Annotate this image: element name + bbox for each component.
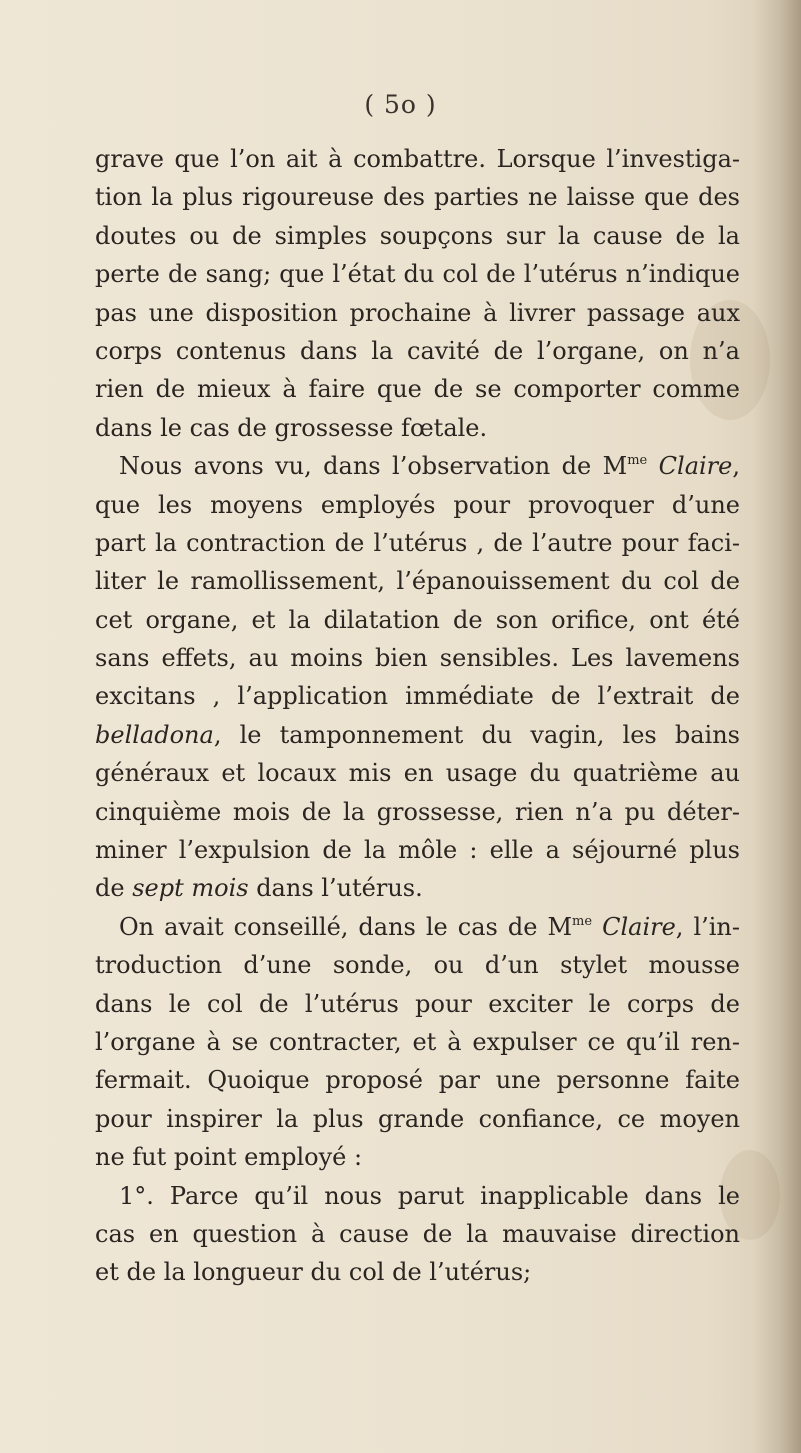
text-line bbox=[95, 178, 740, 216]
text-run: ne fut point employé : bbox=[95, 1143, 363, 1172]
text-line bbox=[95, 985, 740, 1023]
superscript: me bbox=[627, 453, 648, 469]
italic-text: Claire bbox=[602, 912, 676, 941]
body-text bbox=[95, 140, 740, 1292]
text-run: , bbox=[732, 452, 740, 481]
text-line bbox=[95, 716, 740, 754]
text-run: dans l’utérus. bbox=[248, 874, 423, 903]
text-line bbox=[95, 562, 740, 600]
text-run: cas en question à cause de la mauvaise direction bbox=[95, 1219, 740, 1248]
italic-text: sept mois bbox=[132, 874, 249, 903]
text-run: cinquième mois de la grossesse, rien n’a pu déter- bbox=[95, 797, 740, 826]
text-run: , l’in- bbox=[675, 912, 740, 941]
text-line bbox=[95, 1023, 740, 1061]
text-line bbox=[95, 677, 740, 715]
paragraph bbox=[95, 140, 740, 447]
text-line bbox=[95, 946, 740, 984]
text-line bbox=[95, 793, 740, 831]
text-run: de bbox=[95, 874, 133, 903]
text-run: fermait. Quoique proposé par une personne faite bbox=[95, 1066, 740, 1095]
text-line bbox=[95, 601, 740, 639]
page-number: ( 5o ) bbox=[364, 90, 437, 119]
text-line bbox=[95, 140, 740, 178]
text-run: l’organe à se contracter, et à expulser ce qu’il ren- bbox=[95, 1027, 740, 1056]
text-line bbox=[95, 370, 740, 408]
paragraph bbox=[95, 447, 740, 908]
text-run: sans effets, au moins bien sensibles. Les lavemens bbox=[95, 644, 740, 673]
text-line bbox=[95, 908, 740, 946]
text-run: perte de sang; que l’état du col de l’utérus n’indique bbox=[95, 260, 740, 289]
italic-text: Claire bbox=[658, 452, 733, 481]
text-run: grave que l’on ait à combattre. Lorsque l’investiga- bbox=[95, 145, 740, 173]
text-run: Nous avons vu, dans l’observation de M bbox=[119, 452, 628, 481]
text-line bbox=[95, 409, 740, 447]
text-run: corps contenus dans la cavité de l’organe, on n’a bbox=[95, 336, 740, 365]
text-run: part la contraction de l’utérus , de l’autre pour faci- bbox=[95, 528, 740, 557]
text-line bbox=[95, 447, 740, 485]
superscript: me bbox=[572, 913, 593, 929]
text-run: 1°. Parce qu’il nous parut inapplicable dans le bbox=[119, 1181, 740, 1210]
text-line bbox=[95, 524, 740, 562]
text-run: On avait conseillé, dans le cas de M bbox=[119, 912, 573, 941]
text-run: cet organe, et la dilatation de son orifice, ont été bbox=[95, 605, 740, 634]
text-line bbox=[95, 1100, 740, 1138]
text-run: rien de mieux à faire que de se comporter comme bbox=[95, 375, 740, 404]
text-run bbox=[647, 452, 658, 480]
text-line bbox=[95, 1061, 740, 1099]
paragraph bbox=[95, 908, 740, 1177]
text-run: généraux et locaux mis en usage du quatrième au bbox=[95, 759, 740, 788]
text-line bbox=[95, 332, 740, 370]
text-run: liter le ramollissement, l’épanouissement du col de bbox=[95, 567, 740, 596]
text-line bbox=[95, 869, 740, 907]
text-run: et de la longueur du col de l’utérus; bbox=[95, 1258, 532, 1287]
text-line bbox=[95, 1138, 740, 1176]
text-line bbox=[95, 255, 740, 293]
text-line bbox=[95, 217, 740, 255]
text-line bbox=[95, 1253, 740, 1291]
text-run: pas une disposition prochaine à livrer passage aux bbox=[95, 298, 740, 327]
text-run: que les moyens employés pour provoquer d’une bbox=[95, 490, 740, 519]
text-run: pour inspirer la plus grande confiance, ce moyen bbox=[95, 1104, 740, 1133]
text-run: tion la plus rigoureuse des parties ne laisse que des bbox=[95, 183, 740, 212]
text-line bbox=[95, 831, 740, 869]
text-line bbox=[95, 639, 740, 677]
text-run: excitans , l’application immédiate de l’extrait de bbox=[95, 682, 740, 711]
text-run: , le tamponnement du vagin, les bains bbox=[213, 720, 740, 749]
text-line bbox=[95, 1177, 740, 1215]
text-line bbox=[95, 294, 740, 332]
text-run bbox=[592, 913, 602, 941]
text-run: doutes ou de simples soupçons sur la cause de la bbox=[95, 221, 740, 250]
text-line bbox=[95, 1215, 740, 1253]
text-run: dans le col de l’utérus pour exciter le corps de bbox=[95, 989, 740, 1018]
text-run: dans le cas de grossesse fœtale. bbox=[95, 413, 488, 442]
text-run: miner l’expulsion de la môle : elle a séjourné plus bbox=[95, 836, 740, 865]
text-line bbox=[95, 754, 740, 792]
italic-text: belladona bbox=[95, 720, 214, 749]
text-line bbox=[95, 486, 740, 524]
text-run: troduction d’une sonde, ou d’un stylet mousse bbox=[95, 951, 740, 980]
paragraph bbox=[95, 1177, 740, 1292]
